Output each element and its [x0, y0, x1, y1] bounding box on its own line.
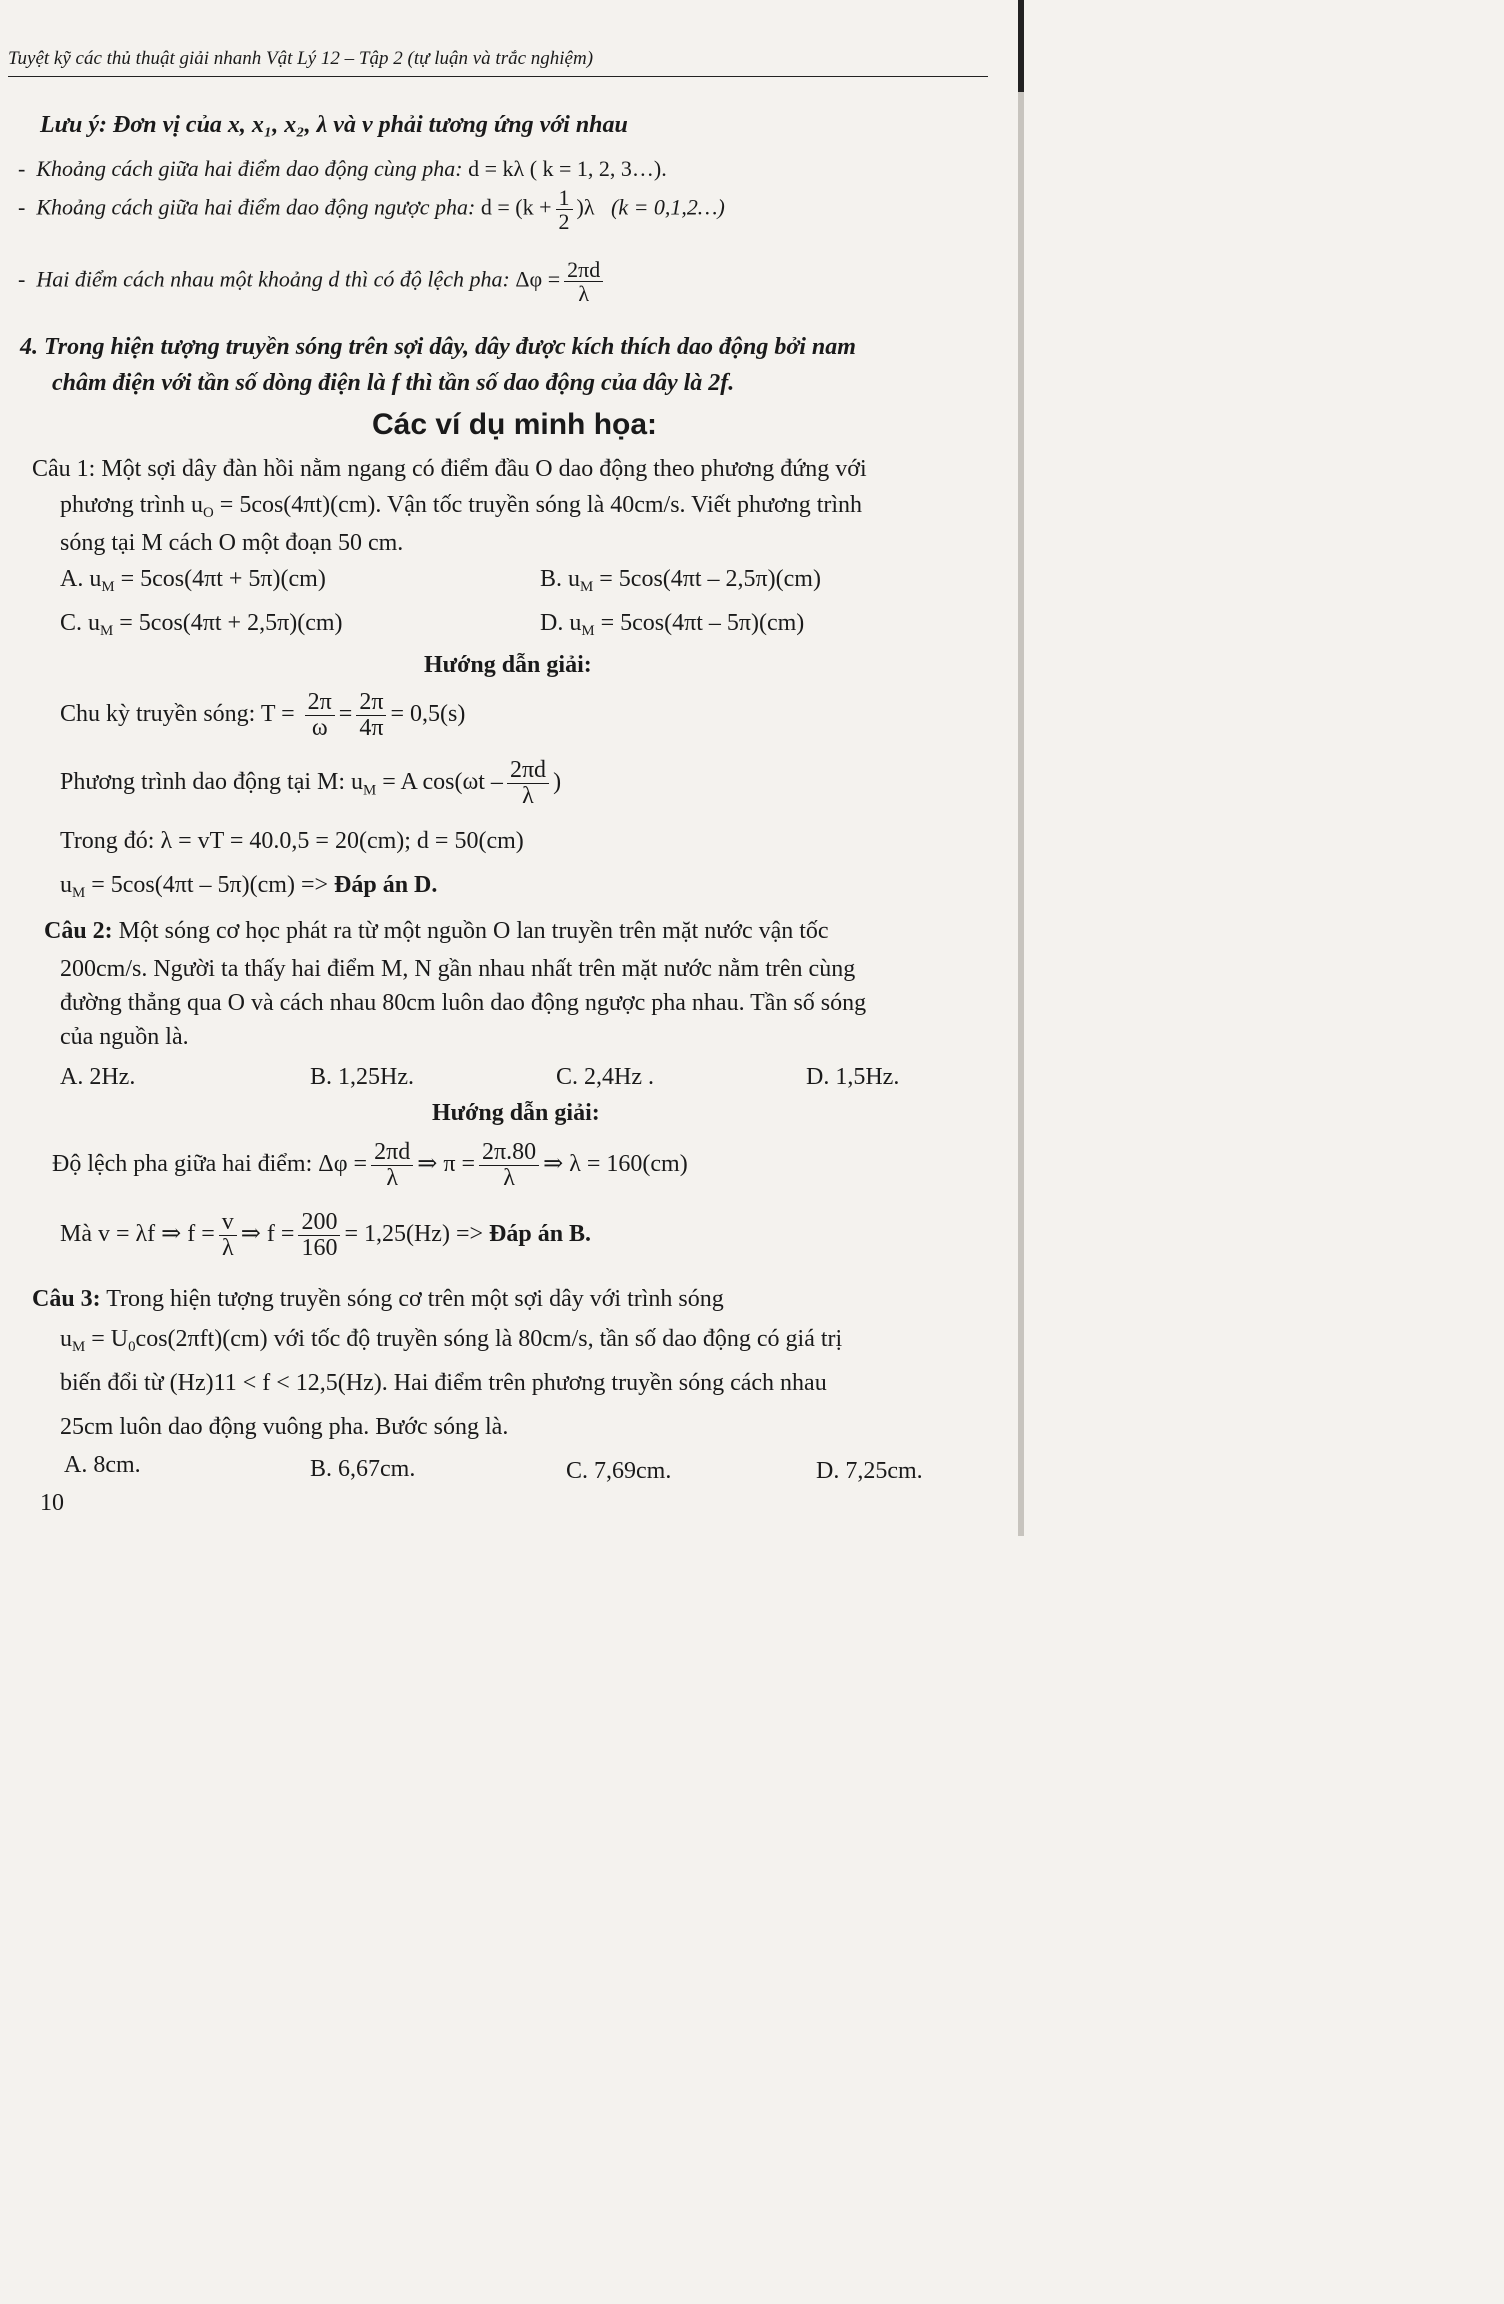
q2-solution-phase: Độ lệch pha giữa hai điểm: Δφ = $\frac{2\pi d}{\lambda}$ ⇒ π = $\frac{2\pi.80}{\lambda}$ ⇒ λ = 160(cm) — [52, 1139, 688, 1192]
q1-solution-wavelength: Trong đó: λ = vT = 40.0,5 = 20(cm); d = 50(cm) — [60, 828, 524, 854]
q1-line3: sóng tại M cách O một đoạn 50 cm. — [60, 530, 404, 556]
q3-option-a[interactable]: A. 8cm. — [64, 1452, 141, 1478]
note-item-same-phase: - Khoảng cách giữa hai điểm dao động cùng pha: d = kλ ( k = 1, 2, 3…). — [18, 156, 667, 181]
note-title: Lưu ý: Đơn vị của x, x₁, x₂, λ và v phải tương ứng với nhau — [40, 112, 628, 138]
q2-line2: 200cm/s. Người ta thấy hai điểm M, N gần nhau nhất trên mặt nước nằm trên cùng — [60, 956, 856, 982]
q2-line4: của nguồn là. — [60, 1024, 189, 1050]
note-item-opposite-phase: - Khoảng cách giữa hai điểm dao động ngược pha: d = (k + $\frac{1}{2}$ )λ (k = 0,1,2…) — [18, 185, 725, 235]
q1-solution-period: Chu kỳ truyền sóng: T = $\frac{2\pi}{\omega}$ = $\frac{2\pi}{4\pi}$ = 0,5(s) — [60, 689, 466, 742]
q2-option-a[interactable]: A. 2Hz. — [60, 1064, 136, 1090]
q2-option-b[interactable]: B. 1,25Hz. — [310, 1064, 414, 1090]
q2-line1: Câu 2: Một sóng cơ học phát ra từ một nguồn O lan truyền trên mặt nước vận tốc — [44, 918, 829, 944]
page-edge-shadow — [1018, 0, 1024, 1536]
q2-solution-frequency: Mà v = λf ⇒ f = $\frac{v}{\lambda}$ ⇒ f = $\frac{200}{160}$ = 1,25(Hz) => Đáp án B. — [60, 1209, 592, 1262]
q1-option-d[interactable]: D. $u_M = 5\cos(4\pi t - 5\pi)(cm)$ — [540, 610, 805, 640]
point-4: 4. Trong hiện tượng truyền sóng trên sợi dây, dây được kích thích dao động bởi nam — [20, 334, 856, 360]
q2-guide-title: Hướng dẫn giải: — [432, 1100, 600, 1126]
q1-option-c[interactable]: C. $u_M = 5\cos(4\pi t + 2,5\pi)(cm)$ — [60, 610, 343, 640]
q1-line1: Câu 1: Một sợi dây đàn hồi nằm ngang có điểm đầu O dao động theo phương đứng với — [32, 456, 867, 482]
page-number: 10 — [40, 1490, 64, 1516]
running-header: Tuyệt kỹ các thủ thuật giải nhanh Vật Lý 12 – Tập 2 (tự luận và trắc nghiệm) — [8, 48, 594, 69]
section-title: Các ví dụ minh họa: — [372, 408, 658, 441]
q1-solution-answer: $u_M = 5\cos(4\pi t - 5\pi)(cm)$ => Đáp án D. — [60, 872, 438, 902]
q2-option-d[interactable]: D. 1,5Hz. — [806, 1064, 900, 1090]
q1-option-a[interactable]: A. $u_M = 5\cos(4\pi t + 5\pi)(cm)$ — [60, 566, 326, 596]
q1-guide-title: Hướng dẫn giải: — [424, 652, 592, 678]
header-rule — [8, 76, 988, 77]
q1-option-b[interactable]: B. $u_M = 5\cos(4\pi t - 2,5\pi)(cm)$ — [540, 566, 821, 596]
q2-option-c[interactable]: C. 2,4Hz . — [556, 1064, 654, 1090]
q1-line2: phương trình $u_O = 5\cos(4\pi t)(cm)$. Vận tốc truyền sóng là 40cm/s. Viết phương trình — [60, 492, 863, 522]
q3-option-b[interactable]: B. 6,67cm. — [310, 1456, 416, 1482]
q1-solution-equation: Phương trình dao động tại M: $u_M = A$ cos(ωt – $\frac{2\pi d}{\lambda}$ ) — [60, 757, 562, 810]
q3-line3: biến đổi từ (Hz)11 < f < 12,5(Hz). Hai điểm trên phương truyền sóng cách nhau — [60, 1370, 827, 1396]
q3-line4: 25cm luôn dao động vuông pha. Bước sóng là. — [60, 1414, 509, 1440]
q2-line3: đường thẳng qua O và cách nhau 80cm luôn dao động ngược pha nhau. Tần số sóng — [60, 990, 867, 1016]
q3-line1: Câu 3: Trong hiện tượng truyền sóng cơ trên một sợi dây với trình sóng — [32, 1286, 724, 1312]
point-4-cont: châm điện với tần số dòng điện là f thì tần số dao động của dây là 2f. — [52, 370, 735, 396]
q3-option-d[interactable]: D. 7,25cm. — [816, 1458, 923, 1484]
q3-option-c[interactable]: C. 7,69cm. — [566, 1458, 672, 1484]
note-item-phase-difference: - Hai điểm cách nhau một khoảng d thì có độ lệch pha: Δφ = $\frac{2\pi d}{\lambda}$ — [18, 258, 607, 305]
q3-line2: $u_M = U_0\cos(2\pi ft)(cm)$ với tốc độ truyền sóng là 80cm/s, tần số dao động có giá trị — [60, 1326, 843, 1356]
